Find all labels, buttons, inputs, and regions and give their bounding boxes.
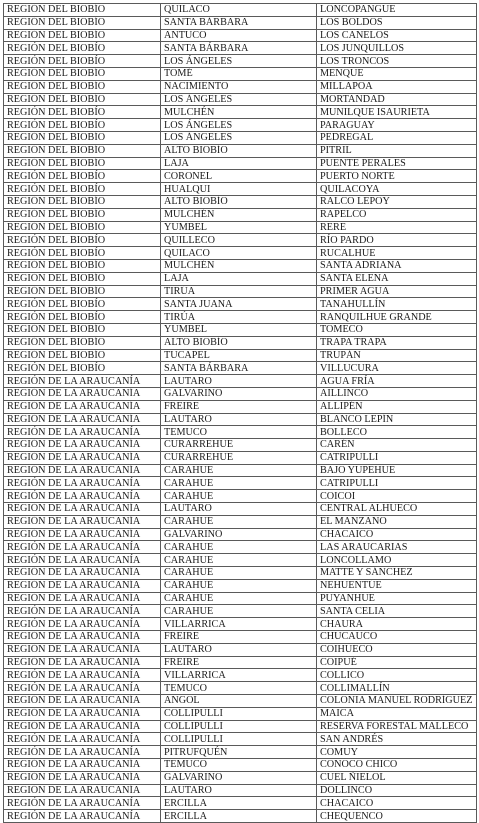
commune-cell: ERCILLA	[161, 797, 317, 810]
table-row	[4, 4, 477, 17]
locality-cell: CHACAICO	[317, 797, 477, 810]
table-row	[4, 503, 477, 516]
table-row	[4, 784, 477, 797]
commune-cell: TEMUCO	[161, 759, 317, 772]
commune-cell: CARAHUE	[161, 579, 317, 592]
locality-cell: BLANCO LEPÍN	[317, 413, 477, 426]
table-row	[4, 631, 477, 644]
table-row	[4, 247, 477, 260]
commune-cell: LOS ÁNGELES	[161, 119, 317, 132]
commune-cell: ANGOL	[161, 695, 317, 708]
locality-cell: SANTA CELIA	[317, 605, 477, 618]
table-row	[4, 451, 477, 464]
table-row	[4, 515, 477, 528]
commune-cell: HUALQUI	[161, 183, 317, 196]
commune-cell: SANTA BÁRBARA	[161, 362, 317, 375]
commune-cell: LOS ÁNGELES	[161, 131, 317, 144]
table-row	[4, 29, 477, 42]
region-cell: REGIÓN DE LA ARAUCANÍA	[4, 771, 161, 784]
table-row	[4, 272, 477, 285]
locality-cell: CONOCO CHICO	[317, 759, 477, 772]
region-cell: REGIÓN DEL BIOBÍO	[4, 131, 161, 144]
locality-cell: TANAHULLÍN	[317, 298, 477, 311]
region-cell: REGIÓN DE LA ARAUCANÍA	[4, 515, 161, 528]
commune-cell: LAUTARO	[161, 643, 317, 656]
region-cell: REGIÓN DEL BIOBÍO	[4, 183, 161, 196]
region-cell: REGIÓN DE LA ARAUCANÍA	[4, 464, 161, 477]
table-row	[4, 259, 477, 272]
locality-cell: CENTRAL ALHUECO	[317, 503, 477, 516]
commune-cell: ALTO BIOBÍO	[161, 336, 317, 349]
table-row	[4, 106, 477, 119]
commune-cell: QUILLECO	[161, 234, 317, 247]
region-cell: REGIÓN DE LA ARAUCANÍA	[4, 669, 161, 682]
table-row	[4, 490, 477, 503]
region-cell: REGIÓN DEL BIOBÍO	[4, 349, 161, 362]
table-row	[4, 592, 477, 605]
commune-cell: CARAHUE	[161, 605, 317, 618]
commune-cell: LOS ÁNGELES	[161, 55, 317, 68]
locality-cell: BAJO YUPEHUE	[317, 464, 477, 477]
table-row	[4, 387, 477, 400]
table-row	[4, 707, 477, 720]
region-cell: REGIÓN DE LA ARAUCANÍA	[4, 387, 161, 400]
commune-cell: MULCHÉN	[161, 259, 317, 272]
table-row	[4, 42, 477, 55]
table-row	[4, 119, 477, 132]
commune-cell: FREIRE	[161, 400, 317, 413]
table-row	[4, 618, 477, 631]
table-row	[4, 720, 477, 733]
region-cell: REGIÓN DEL BIOBÍO	[4, 285, 161, 298]
locality-cell: VILLUCURA	[317, 362, 477, 375]
table-row	[4, 195, 477, 208]
region-cell: REGIÓN DE LA ARAUCANÍA	[4, 400, 161, 413]
locality-cell: MILLAPOA	[317, 80, 477, 93]
region-cell: REGIÓN DE LA ARAUCANÍA	[4, 426, 161, 439]
locality-cell: SANTA ELENA	[317, 272, 477, 285]
table-row	[4, 413, 477, 426]
commune-cell: ERCILLA	[161, 810, 317, 823]
region-cell: REGIÓN DE LA ARAUCANÍA	[4, 695, 161, 708]
table-row	[4, 157, 477, 170]
commune-cell: ALTO BIOBÍO	[161, 144, 317, 157]
table-body	[4, 4, 477, 823]
region-cell: REGIÓN DEL BIOBÍO	[4, 80, 161, 93]
locality-cell: BOLLECO	[317, 426, 477, 439]
commune-cell: TEMUCO	[161, 426, 317, 439]
locality-cell: PEDREGAL	[317, 131, 477, 144]
region-cell: REGIÓN DE LA ARAUCANÍA	[4, 643, 161, 656]
locality-cell: COIHUECO	[317, 643, 477, 656]
table-row	[4, 528, 477, 541]
locality-cell: TOMECO	[317, 323, 477, 336]
table-row	[4, 464, 477, 477]
commune-cell: COLLIPULLI	[161, 707, 317, 720]
locality-cell: RESERVA FORESTAL MALLECO	[317, 720, 477, 733]
region-cell: REGIÓN DEL BIOBÍO	[4, 144, 161, 157]
commune-cell: COLLIPULLI	[161, 720, 317, 733]
commune-cell: CARAHUE	[161, 464, 317, 477]
locality-cell: COIPUÉ	[317, 656, 477, 669]
table-row	[4, 759, 477, 772]
commune-cell: LAJA	[161, 272, 317, 285]
commune-cell: SANTA JUANA	[161, 298, 317, 311]
locality-cell: RÍO PARDO	[317, 234, 477, 247]
commune-cell: LAUTARO	[161, 375, 317, 388]
table-row	[4, 93, 477, 106]
table-row	[4, 439, 477, 452]
locality-cell: COICOI	[317, 490, 477, 503]
locality-cell: RALCO LEPOY	[317, 195, 477, 208]
region-cell: REGIÓN DE LA ARAUCANÍA	[4, 759, 161, 772]
locality-cell: MATTE Y SÁNCHEZ	[317, 567, 477, 580]
table-row	[4, 400, 477, 413]
locality-cell: CHAURA	[317, 618, 477, 631]
region-cell: REGIÓN DE LA ARAUCANÍA	[4, 375, 161, 388]
region-cell: REGIÓN DEL BIOBÍO	[4, 157, 161, 170]
region-cell: REGIÓN DEL BIOBÍO	[4, 234, 161, 247]
commune-cell: QUILACO	[161, 247, 317, 260]
commune-cell: TIRÚA	[161, 311, 317, 324]
commune-cell: VILLARRICA	[161, 669, 317, 682]
commune-cell: CURARREHUE	[161, 439, 317, 452]
table-row	[4, 733, 477, 746]
table-row	[4, 349, 477, 362]
commune-cell: ANTUCO	[161, 29, 317, 42]
commune-cell: TOMÉ	[161, 67, 317, 80]
region-cell: REGIÓN DE LA ARAUCANÍA	[4, 477, 161, 490]
table-row	[4, 298, 477, 311]
locality-cell: CHUCAUCO	[317, 631, 477, 644]
region-cell: REGIÓN DE LA ARAUCANÍA	[4, 784, 161, 797]
commune-cell: LAUTARO	[161, 413, 317, 426]
locality-cell: LAS ARAUCARIAS	[317, 541, 477, 554]
table-row	[4, 426, 477, 439]
locality-cell: ALLIPÉN	[317, 400, 477, 413]
region-cell: REGIÓN DEL BIOBÍO	[4, 29, 161, 42]
table-row	[4, 605, 477, 618]
locality-cell: QUILACOYA	[317, 183, 477, 196]
table-row	[4, 208, 477, 221]
region-cell: REGIÓN DEL BIOBÍO	[4, 208, 161, 221]
table-row	[4, 55, 477, 68]
region-cell: REGIÓN DE LA ARAUCANÍA	[4, 810, 161, 823]
table-row	[4, 131, 477, 144]
region-cell: REGIÓN DE LA ARAUCANÍA	[4, 733, 161, 746]
region-cell: REGIÓN DE LA ARAUCANÍA	[4, 746, 161, 759]
locality-cell: RANQUILHUE GRANDE	[317, 311, 477, 324]
region-cell: REGIÓN DE LA ARAUCANÍA	[4, 554, 161, 567]
table-row	[4, 771, 477, 784]
commune-cell: VILLARRICA	[161, 618, 317, 631]
region-cell: REGIÓN DE LA ARAUCANÍA	[4, 579, 161, 592]
locality-cell: RAPELCO	[317, 208, 477, 221]
region-cell: REGIÓN DE LA ARAUCANÍA	[4, 439, 161, 452]
table-row	[4, 170, 477, 183]
region-cell: REGIÓN DEL BIOBÍO	[4, 259, 161, 272]
region-cell: REGIÓN DEL BIOBÍO	[4, 16, 161, 29]
region-cell: REGIÓN DEL BIOBÍO	[4, 106, 161, 119]
locality-cell: RERE	[317, 221, 477, 234]
table-row	[4, 144, 477, 157]
locality-cell: CARÉN	[317, 439, 477, 452]
region-cell: REGIÓN DE LA ARAUCANÍA	[4, 618, 161, 631]
table-row	[4, 336, 477, 349]
table-row	[4, 567, 477, 580]
region-cell: REGIÓN DEL BIOBÍO	[4, 119, 161, 132]
table-row	[4, 695, 477, 708]
table-row	[4, 323, 477, 336]
locality-cell: AILLINCO	[317, 387, 477, 400]
commune-cell: CARAHUE	[161, 554, 317, 567]
commune-cell: SANTA BÁRBARA	[161, 16, 317, 29]
locality-cell: AGUA FRÍA	[317, 375, 477, 388]
table-row	[4, 477, 477, 490]
commune-cell: YUMBEL	[161, 323, 317, 336]
commune-cell: CARAHUE	[161, 490, 317, 503]
region-cell: REGIÓN DE LA ARAUCANÍA	[4, 451, 161, 464]
locality-cell: LOS TRONCOS	[317, 55, 477, 68]
region-cell: REGIÓN DEL BIOBÍO	[4, 298, 161, 311]
commune-cell: COLLIPULLI	[161, 733, 317, 746]
table-row	[4, 579, 477, 592]
commune-cell: CARAHUE	[161, 477, 317, 490]
locality-cell: COLLIMALLÍN	[317, 682, 477, 695]
locality-cell: CHEQUENCO	[317, 810, 477, 823]
table-row	[4, 541, 477, 554]
region-cell: REGIÓN DEL BIOBÍO	[4, 170, 161, 183]
table-row	[4, 183, 477, 196]
region-cell: REGIÓN DE LA ARAUCANÍA	[4, 490, 161, 503]
region-cell: REGIÓN DE LA ARAUCANÍA	[4, 413, 161, 426]
locality-cell: PARAGUAY	[317, 119, 477, 132]
region-cell: REGIÓN DEL BIOBÍO	[4, 362, 161, 375]
region-cell: REGIÓN DEL BIOBÍO	[4, 221, 161, 234]
commune-cell: LAUTARO	[161, 784, 317, 797]
table-row	[4, 656, 477, 669]
region-cell: REGIÓN DEL BIOBÍO	[4, 67, 161, 80]
locality-table	[3, 3, 477, 823]
locality-cell: DOLLINCO	[317, 784, 477, 797]
table-row	[4, 362, 477, 375]
locality-cell: PRIMER AGUA	[317, 285, 477, 298]
region-cell: REGIÓN DE LA ARAUCANÍA	[4, 682, 161, 695]
commune-cell: GALVARINO	[161, 387, 317, 400]
commune-cell: LAUTARO	[161, 503, 317, 516]
commune-cell: PITRUFQUÉN	[161, 746, 317, 759]
region-cell: REGIÓN DE LA ARAUCANÍA	[4, 631, 161, 644]
table-row	[4, 554, 477, 567]
commune-cell: TEMUCO	[161, 682, 317, 695]
locality-cell: CATRIPULLI	[317, 451, 477, 464]
locality-cell: LOS CANELOS	[317, 29, 477, 42]
table-row	[4, 234, 477, 247]
locality-cell: TRUPÁN	[317, 349, 477, 362]
commune-cell: SANTA BÁRBARA	[161, 42, 317, 55]
commune-cell: TIRÚA	[161, 285, 317, 298]
locality-cell: MORTANDAD	[317, 93, 477, 106]
commune-cell: LOS ÁNGELES	[161, 93, 317, 106]
table-row	[4, 311, 477, 324]
locality-cell: CUEL ÑIELOL	[317, 771, 477, 784]
table-row	[4, 643, 477, 656]
locality-cell: COMUY	[317, 746, 477, 759]
commune-cell: CURARREHUE	[161, 451, 317, 464]
locality-cell: LONCOLLAMO	[317, 554, 477, 567]
region-cell: REGIÓN DEL BIOBÍO	[4, 93, 161, 106]
table-row	[4, 285, 477, 298]
locality-cell: COLLICO	[317, 669, 477, 682]
commune-cell: FREIRE	[161, 656, 317, 669]
commune-cell: MULCHÉN	[161, 208, 317, 221]
commune-cell: CARAHUE	[161, 541, 317, 554]
locality-cell: NEHUENTÚE	[317, 579, 477, 592]
region-cell: REGIÓN DE LA ARAUCANÍA	[4, 528, 161, 541]
region-cell: REGIÓN DEL BIOBÍO	[4, 272, 161, 285]
commune-cell: CARAHUE	[161, 567, 317, 580]
table-row	[4, 682, 477, 695]
commune-cell: CARAHUE	[161, 515, 317, 528]
table-row	[4, 746, 477, 759]
table-row	[4, 80, 477, 93]
commune-cell: GALVARINO	[161, 771, 317, 784]
region-cell: REGIÓN DEL BIOBÍO	[4, 4, 161, 17]
region-cell: REGIÓN DEL BIOBÍO	[4, 42, 161, 55]
commune-cell: ALTO BIOBÍO	[161, 195, 317, 208]
region-cell: REGIÓN DE LA ARAUCANÍA	[4, 797, 161, 810]
commune-cell: MULCHÉN	[161, 106, 317, 119]
region-cell: REGIÓN DE LA ARAUCANÍA	[4, 541, 161, 554]
commune-cell: TUCAPEL	[161, 349, 317, 362]
table-row	[4, 797, 477, 810]
locality-cell: PUENTE PERALES	[317, 157, 477, 170]
region-cell: REGIÓN DEL BIOBÍO	[4, 336, 161, 349]
locality-cell: SANTA ADRIANA	[317, 259, 477, 272]
locality-cell: RUCALHUE	[317, 247, 477, 260]
region-cell: REGIÓN DEL BIOBÍO	[4, 55, 161, 68]
locality-cell: PUERTO NORTE	[317, 170, 477, 183]
commune-cell: YUMBEL	[161, 221, 317, 234]
locality-cell: LONCOPANGUE	[317, 4, 477, 17]
commune-cell: FREIRE	[161, 631, 317, 644]
locality-cell: TRAPA TRAPA	[317, 336, 477, 349]
region-cell: REGIÓN DEL BIOBÍO	[4, 247, 161, 260]
region-cell: REGIÓN DE LA ARAUCANÍA	[4, 656, 161, 669]
commune-cell: NACIMIENTO	[161, 80, 317, 93]
table-row	[4, 67, 477, 80]
locality-cell: MUNILQUE ISAURIETA	[317, 106, 477, 119]
table-row	[4, 669, 477, 682]
region-cell: REGIÓN DEL BIOBÍO	[4, 195, 161, 208]
region-cell: REGIÓN DE LA ARAUCANÍA	[4, 605, 161, 618]
commune-cell: GALVARINO	[161, 528, 317, 541]
region-cell: REGIÓN DE LA ARAUCANÍA	[4, 567, 161, 580]
locality-cell: LOS JUNQUILLOS	[317, 42, 477, 55]
locality-cell: MAICA	[317, 707, 477, 720]
locality-cell: PUYANHUE	[317, 592, 477, 605]
table-row	[4, 221, 477, 234]
region-cell: REGIÓN DE LA ARAUCANÍA	[4, 720, 161, 733]
locality-cell: EL MANZANO	[317, 515, 477, 528]
locality-cell: MENQUE	[317, 67, 477, 80]
commune-cell: LAJA	[161, 157, 317, 170]
region-cell: REGIÓN DE LA ARAUCANÍA	[4, 503, 161, 516]
region-cell: REGIÓN DE LA ARAUCANÍA	[4, 707, 161, 720]
locality-cell: PITRIL	[317, 144, 477, 157]
locality-cell: SAN ANDRÉS	[317, 733, 477, 746]
locality-cell: CHACAICO	[317, 528, 477, 541]
commune-cell: CARAHUE	[161, 592, 317, 605]
locality-cell: COLONIA MANUEL RODRÍGUEZ	[317, 695, 477, 708]
commune-cell: CORONEL	[161, 170, 317, 183]
region-cell: REGIÓN DE LA ARAUCANÍA	[4, 592, 161, 605]
commune-cell: QUILACO	[161, 4, 317, 17]
region-cell: REGIÓN DEL BIOBÍO	[4, 311, 161, 324]
locality-cell: LOS BOLDOS	[317, 16, 477, 29]
locality-cell: CATRIPULLI	[317, 477, 477, 490]
table-row	[4, 16, 477, 29]
region-cell: REGIÓN DEL BIOBÍO	[4, 323, 161, 336]
table-row	[4, 375, 477, 388]
